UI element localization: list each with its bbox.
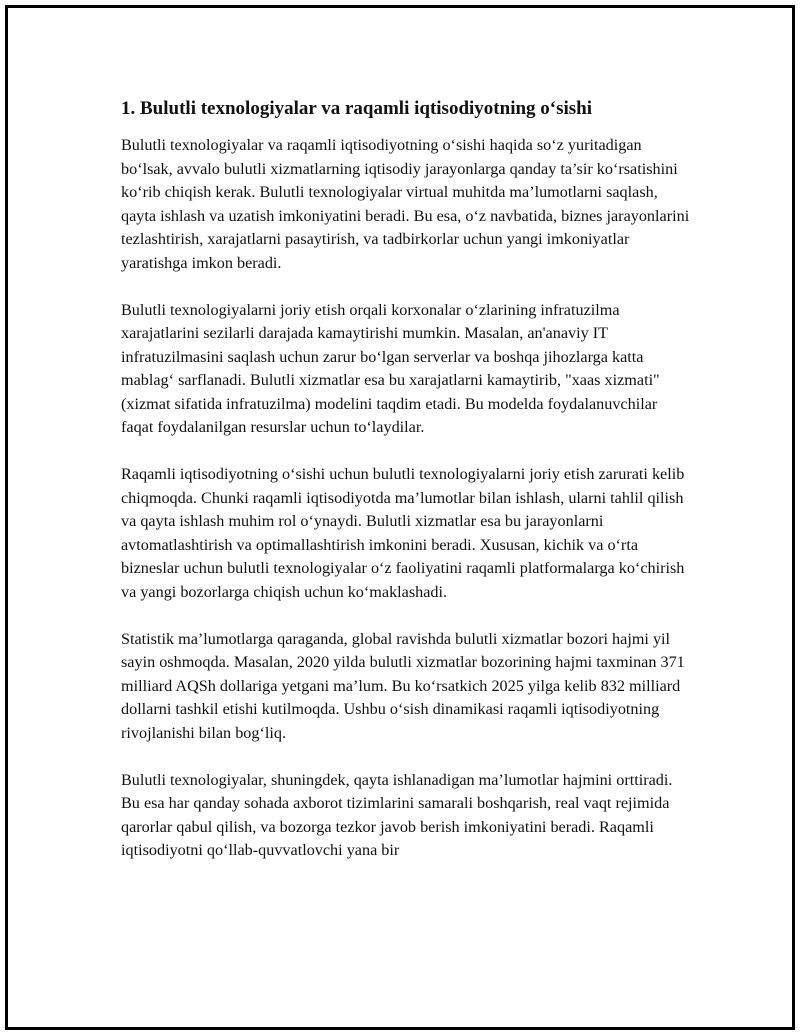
section-heading: 1. Bulutli texnologiyalar va raqamli iqtisodiyotning o‘sishi: [121, 98, 593, 119]
document-body: [121, 96, 691, 886]
paragraph-3: Raqamli iqtisodiyotning o‘sishi uchun bulutli texnologiyalarni joriy etish zarurati kelib chiqmoqda. Chunki raqamli iqtisodiyotda ma’lumotlar bilan ishlash, ularni tahlil qilish va qayta ishlash muhim rol o‘ynaydi. Bulutli xizmatlar esa bu jarayonlarni avtomatlashtirish va optimallashtirish imkonini beradi. Xususan, kichik va o‘rta bizneslar uchun bulutli texnologiyalar o‘z faoliyatini raqamli platformalarga ko‘chirish va yangi bozorlarga chiqish uchun ko‘maklashadi.: [121, 465, 685, 601]
paragraph-5: Bulutli texnologiyalar, shuningdek, qayta ishlanadigan ma’lumotlar hajmini orttiradi. Bu esa har qanday sohada axborot tizimlarini samarali boshqarish, real vaqt rejimida qarorlar qabul qilish, va bozorga tezkor javob berish imkoniyatini beradi. Raqamli iqtisodiyotni qo‘llab-quvvatlovchi yana bir: [121, 770, 673, 859]
paragraph-4: Statistik ma’lumotlarga qaraganda, global ravishda bulutli xizmatlar bozori hajmi yil sayin oshmoqda. Masalan, 2020 yilda bulutli xizmatlar bozorining hajmi taxminan 371 milliard AQSh dollariga yetgani ma’lum. Bu ko‘rsatkich 2025 yilga kelib 832 milliard dollarni tashkil etishi kutilmoqda. Ushbu o‘sish dinamikasi raqamli iqtisodiyotning rivojlanishi bilan bog‘liq.: [121, 629, 685, 742]
document-page: [5, 5, 795, 1030]
paragraph-1: Bulutli texnologiyalar va raqamli iqtisodiyotning o‘sishi haqida so‘z yuritadigan bo‘lsak, avvalo bulutli xizmatlarning iqtisodiy jarayonlarga qanday ta’sir ko‘rsatishini ko‘rib chiqish kerak. Bulutli texnologiyalar virtual muhitda ma’lumotlarni saqlash, qayta ishlash va uzatish imkoniyatini beradi. Bu esa, o‘z navbatida, biznes jarayonlarini tezlashtirish, xarajatlarni pasaytirish, va tadbirkorlar uchun yangi imkoniyatlar yaratishga imkon beradi.: [121, 136, 690, 272]
paragraph-2: Bulutli texnologiyalarni joriy etish orqali korxonalar o‘zlarining infratuzilma xarajatlarini sezilarli darajada kamaytirishi mumkin. Masalan, an'anaviy IT infratuzilmasini saqlash uchun zarur bo‘lgan serverlar va boshqa jihozlarga katta mablag‘ sarflanadi. Bulutli xizmatlar esa bu xarajatlarni kamaytirib, "xaas xizmati" (xizmat sifatida infratuzilma) modelini taqdim etadi. Bu modelda foydalanuvchilar faqat foydalanilgan resurslar uchun to‘laydilar.: [121, 300, 660, 436]
